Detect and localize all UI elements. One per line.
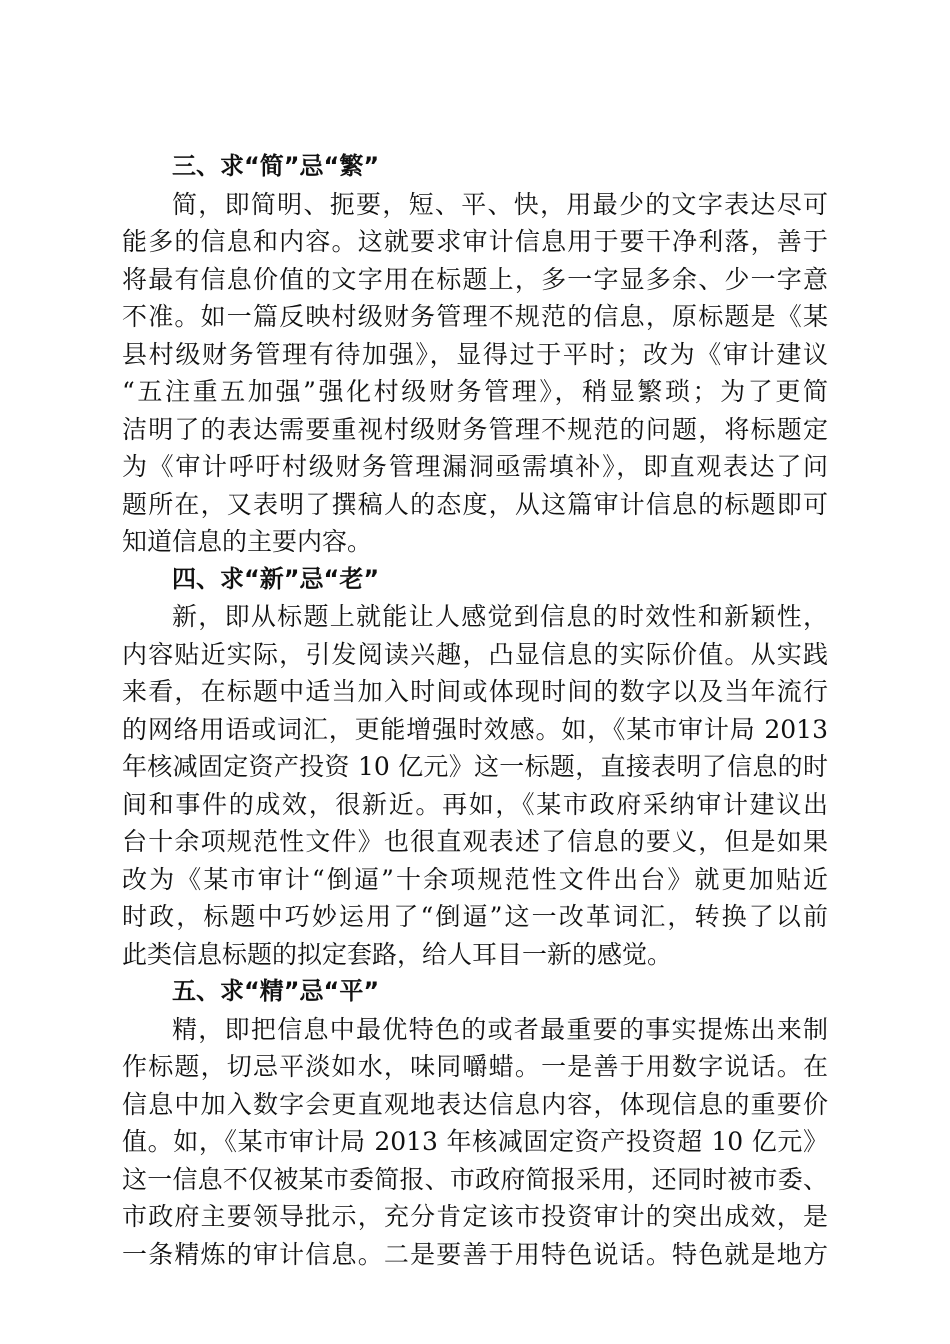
paragraph-line: 能多的信息和内容。这就要求审计信息用于要干净利落，善于: [122, 227, 828, 256]
paragraph-line: 此类信息标题的拟定套路，给人耳目一新的感觉。: [122, 939, 673, 969]
paragraph-line: “五注重五加强”强化村级财务管理》，稍显繁琐；为了更简: [122, 377, 828, 406]
paragraph-line: 台十余项规范性文件》也很直观表述了信息的要义，但是如果: [122, 827, 828, 856]
paragraph-line: 年核减固定资产投资 10 亿元》这一标题，直接表明了信息的时: [122, 752, 828, 781]
paragraph-line: 简，即简明、扼要，短、平、快，用最少的文字表达尽可: [172, 189, 828, 219]
paragraph-line: 市政府主要领导批示，充分肯定该市投资审计的突出成效，是: [122, 1202, 828, 1231]
paragraph-line: 改为《某市审计“倒逼”十余项规范性文件出台》就更加贴近: [122, 864, 828, 894]
paragraph-line: 洁明了的表达需要重视村级财务管理不规范的问题，将标题定: [122, 414, 828, 444]
document-body: [122, 148, 828, 1273]
paragraph-line: 一条精炼的审计信息。二是要善于用特色说话。特色就是地方: [122, 1239, 828, 1269]
paragraph-line: 作标题，切忌平淡如水，味同嚼蜡。一是善于用数字说话。在: [122, 1052, 828, 1081]
paragraph-line: 间和事件的成效，很新近。再如，《某市政府采纳审计建议出: [122, 789, 828, 819]
paragraph-line: 新，即从标题上就能让人感觉到信息的时效性和新颖性，: [172, 602, 828, 631]
paragraph-line: 题所在，又表明了撰稿人的态度，从这篇审计信息的标题即可: [122, 489, 828, 519]
section-heading-5: 五、求“精”忌“平”: [172, 977, 380, 1005]
paragraph-line: 内容贴近实际，引发阅读兴趣，凸显信息的实际价值。从实践: [122, 639, 828, 669]
paragraph-line: 为《审计呼吁村级财务管理漏洞亟需填补》，即直观表达了问: [122, 452, 828, 481]
paragraph-line: 这一信息不仅被某市委简报、市政府简报采用，还同时被市委、: [122, 1164, 828, 1194]
paragraph-line: 精，即把信息中最优特色的或者最重要的事实提炼出来制: [172, 1014, 828, 1044]
paragraph-line: 县村级财务管理有待加强》，显得过于平时；改为《审计建议: [122, 339, 828, 369]
paragraph-line: 的网络用语或词汇，更能增强时效感。如，《某市审计局 2013: [122, 714, 828, 744]
paragraph-line: 不准。如一篇反映村级财务管理不规范的信息，原标题是《某: [122, 302, 828, 331]
paragraph-line: 值。如，《某市审计局 2013 年核减固定资产投资超 10 亿元》: [122, 1127, 828, 1156]
paragraph-line: 知道信息的主要内容。: [122, 527, 373, 556]
paragraph-line: 来看，在标题中适当加入时间或体现时间的数字以及当年流行: [122, 677, 828, 706]
paragraph-line: 将最有信息价值的文字用在标题上，多一字显多余、少一字意: [122, 264, 828, 294]
section-heading-3: 三、求“简”忌“繁”: [172, 152, 380, 180]
section-heading-4: 四、求“新”忌“老”: [172, 564, 380, 593]
paragraph-line: 时政，标题中巧妙运用了“倒逼”这一改革词汇，转换了以前: [122, 902, 828, 931]
paragraph-line: 信息中加入数字会更直观地表达信息内容，体现信息的重要价: [122, 1089, 828, 1119]
